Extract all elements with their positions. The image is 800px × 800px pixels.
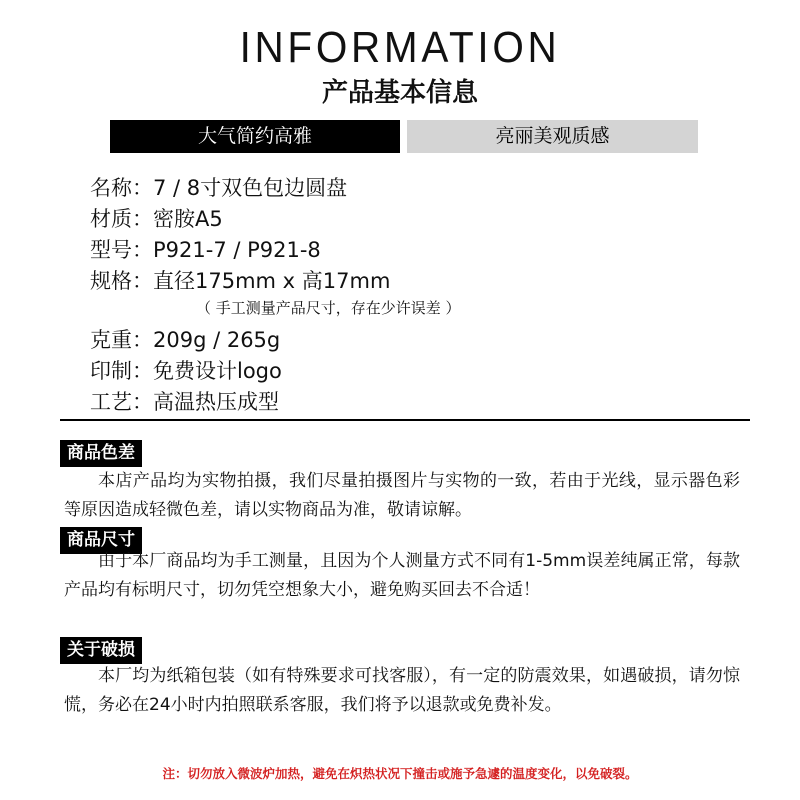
- heading-color-difference: 商品色差: [60, 440, 142, 467]
- section-divider: [60, 419, 750, 421]
- spec-model: [90, 235, 321, 265]
- spec-name: [90, 173, 347, 203]
- spec-print: [90, 356, 282, 386]
- paragraph-color-difference: 本店产品均为实物拍摄，我们尽量拍摄图片与实物的一致，若由于光线，显示器色彩等原因造成轻微色差，请以实物商品为准，敬请谅解。: [64, 471, 740, 520]
- spec-label: 型号：: [90, 238, 153, 262]
- spec-value: 免费设计logo: [153, 359, 282, 383]
- spec-label: 规格：: [90, 269, 153, 293]
- warning-footnote: 注：切勿放入微波炉加热，避免在炽热状况下撞击或施予急遽的温度变化，以免破裂。: [162, 766, 638, 781]
- spec-size: [90, 266, 390, 296]
- paragraph-product-size: 由于本厂商品均为手工测量，且因为个人测量方式不同有1-5mm误差纯属正常，每款产品均有标明尺寸，切勿凭空想象大小，避免购买回去不合适！: [64, 551, 740, 600]
- page-title-english: INFORMATION: [239, 23, 561, 72]
- spec-label: 名称：: [90, 176, 153, 200]
- spec-label: 印制：: [90, 359, 153, 383]
- spec-value: 7 / 8寸双色包边圆盘: [153, 176, 348, 200]
- spec-value: 密胺A5: [153, 207, 223, 231]
- spec-size-note: （ 手工测量产品尺寸，存在少许误差 ）: [196, 299, 461, 317]
- spec-value: P921-7 / P921-8: [153, 238, 321, 262]
- spec-value: 209g / 265g: [153, 328, 281, 352]
- spec-material: [90, 204, 223, 234]
- paragraph-damage: 本厂均为纸箱包装（如有特殊要求可找客服），有一定的防震效果，如遇破损，请勿惊慌，务必在24小时内拍照联系客服，我们将予以退款或免费补发。: [64, 666, 740, 715]
- spec-weight: [90, 325, 280, 355]
- spec-label: 克重：: [90, 328, 153, 352]
- tag-elegant: 大气简约高雅: [110, 120, 400, 153]
- page-title-chinese: 产品基本信息: [321, 78, 478, 108]
- spec-label: 工艺：: [90, 390, 153, 414]
- heading-product-size: 商品尺寸: [60, 527, 142, 554]
- tag-quality: 亮丽美观质感: [407, 120, 698, 153]
- spec-value: 直径175mm x 高17mm: [153, 269, 391, 293]
- heading-damage: 关于破损: [60, 637, 142, 664]
- spec-label: 材质：: [90, 207, 153, 231]
- spec-value: 高温热压成型: [153, 390, 279, 414]
- spec-craft: [90, 387, 279, 417]
